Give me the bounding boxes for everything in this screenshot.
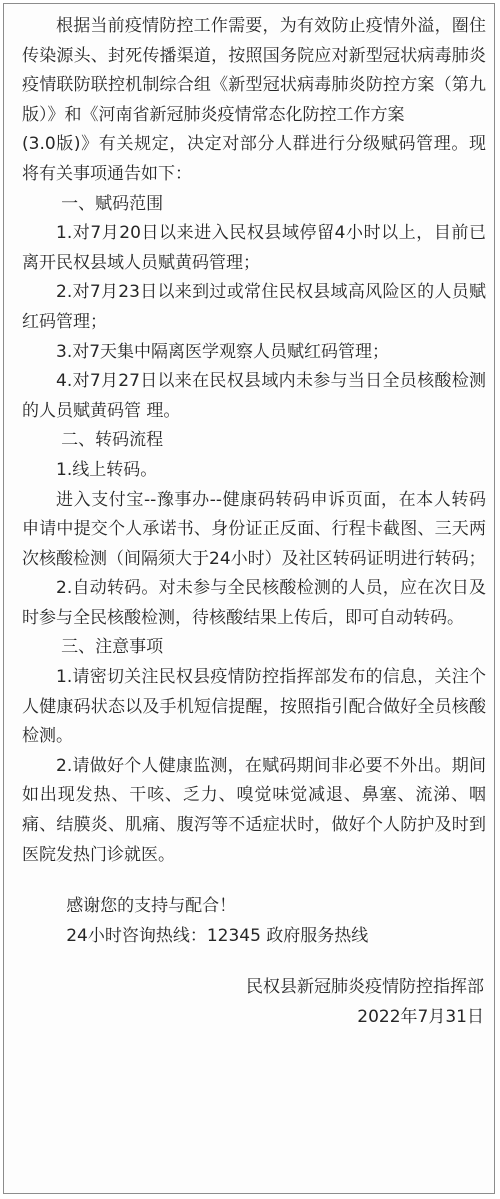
notice-frame <box>3 3 495 1194</box>
section-2-body: 进入支付宝--豫事办--健康码转码申诉页面，在本人转码申请中提交个人承诺书、身份证正反面、行程卡截图、三天两次核酸检测（间隔须大于24小时）及社区转码证明进行转码； <box>22 489 486 569</box>
section-1-title: 一、赋码范围 <box>61 193 164 214</box>
section-2-subtitle: 1.线上转码。 <box>56 459 158 480</box>
section-3-item: 2.请做好个人健康监测，在赋码期间非必要不外出。期间如出现发热、干咳、乏力、嗅觉味觉减退、鼻塞、流涕、咽痛、结膜炎、肌痛、腹泻等不适症状时，做好个人防护及时到医院发热门诊就医。 <box>22 755 486 865</box>
spacer <box>22 951 486 973</box>
section-1-item: 3.对7天集中隔离医学观察人员赋红码管理； <box>56 341 390 362</box>
thanks-line: 感谢您的支持与配合！ <box>66 896 237 917</box>
issuer-signature: 民权县新冠肺炎疫情防控指挥部 <box>246 977 484 998</box>
intro-paragraph: 根据当前疫情防控工作需要，为有效防止疫情外溢，圈住传染源头、封死传播渠道，按照国务院应对新型冠状病毒肺炎疫情联防联控机制综合组《新型冠状病毒肺炎防控方案（第九版）》和《河南省新冠肺炎疫情常态化防控工作方案 <box>22 16 486 125</box>
section-1-item: 4.对7月27日以来在民权县域内未参与当日全员核酸检测的人员赋黄码管 理。 <box>22 371 486 421</box>
notice-content <box>22 12 486 1033</box>
section-2-item: 2.自动转码。对未参与全民核酸检测的人员，应在次日及时参与全民核酸检测，待核酸结果上传后，即可自动转码。 <box>22 578 486 628</box>
hotline-line: 24小时咨询热线：12345 政府服务热线 <box>66 925 369 946</box>
section-3-item: 1.请密切关注民权县疫情防控指挥部发布的信息，关注个人健康码状态以及手机短信提醒，按照指引配合做好全员核酸检测。 <box>22 667 486 747</box>
section-1-item: 1.对7月20日以来进入民权县域停留4小时以上，目前已离开民权县域人员赋黄码管理； <box>22 223 486 273</box>
section-1-item: 2.对7月23日以来到过或常住民权县域高风险区的人员赋红码管理； <box>22 282 486 332</box>
spacer <box>22 870 486 892</box>
intro-paragraph-continued: (3.0版)》有关规定，决定对部分人群进行分级赋码管理。现将有关事项通告如下： <box>22 134 486 184</box>
section-2-title: 二、转码流程 <box>61 430 164 451</box>
issue-date: 2022年7月31日 <box>357 1007 484 1027</box>
section-3-title: 三、注意事项 <box>61 637 164 658</box>
